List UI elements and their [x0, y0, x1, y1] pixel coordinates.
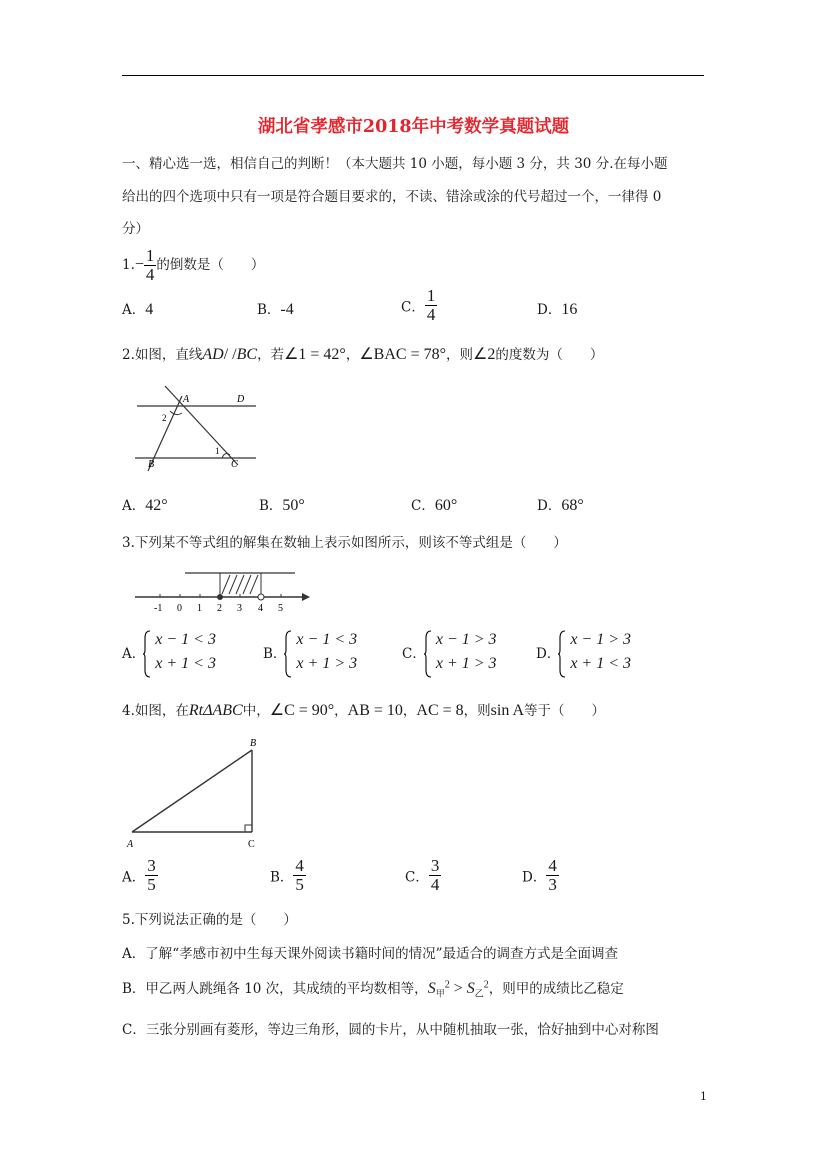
- question-5: 5.下列说法正确的是（ ）: [122, 912, 297, 928]
- q2-option-a: A．42°: [122, 497, 168, 514]
- q1-option-a: A．4: [122, 301, 154, 318]
- q2-label-b: B: [148, 459, 155, 470]
- q4-option-c: C． $\frac{3}{4}$: [405, 856, 440, 894]
- q3-number-line: [130, 566, 315, 616]
- q3-option-b: B． x − 1 < 3 x + 1 > 3: [263, 628, 357, 676]
- q4-label-b: B: [250, 738, 257, 749]
- q5-option-c: C．三张分别画有菱形，等边三角形，圆的卡片，从中随机抽取一张，恰好抽到中心对称图: [122, 1022, 659, 1038]
- q4-figure: [125, 733, 270, 851]
- q3-tick-label: 4: [258, 603, 263, 614]
- q2-label-angle2: 2: [162, 413, 167, 423]
- section-line-2: 给出的四个选项中只有一项是符合题目要求的，不读、错涂或涂的代号超过一个，一律得 0: [122, 189, 662, 205]
- q2-figure: [130, 383, 260, 473]
- q4-option-a: A． $\frac{3}{5}$: [122, 856, 156, 894]
- q3-option-c: C． x − 1 > 3 x + 1 > 3: [402, 628, 497, 676]
- q1-option-b: B．-4: [257, 301, 294, 318]
- q3-tick-label: 5: [278, 603, 283, 614]
- q3-option-d: D． x − 1 > 3 x + 1 < 3: [536, 628, 631, 676]
- q3-option-a: A． x − 1 < 3 x + 1 < 3: [122, 628, 216, 676]
- q2-label-d: D: [237, 394, 245, 405]
- q3-tick-label: -1: [154, 603, 163, 614]
- question-2: 2.如图，直线AD/ /BC，若∠1 = 42°，∠BAC = 78°，则∠2的度数为（ ）: [122, 346, 604, 363]
- header-rule: [122, 75, 704, 76]
- q1-fraction: $\frac{1}{4}$: [145, 246, 155, 284]
- q2-option-b: B．50°: [259, 497, 305, 514]
- q1-option-c: C． $\frac{1}{4}$: [401, 286, 436, 324]
- q4-label-a: A: [127, 839, 134, 850]
- section-line-1: 一、精心选一选，相信自己的判断！（本大题共 10 小题，每小题 3 分，共 30 分.在每小题: [122, 156, 668, 172]
- question-1: 1.− $\frac{1}{4}$ 的倒数是（ ）: [122, 246, 265, 284]
- q2-label-angle1: 1: [215, 446, 220, 456]
- question-3: 3.下列某不等式组的解集在数轴上表示如图所示，则该不等式组是（ ）: [122, 535, 567, 551]
- q2-option-d: D．68°: [537, 497, 584, 514]
- q3-tick-label: 1: [197, 603, 202, 614]
- q2-option-c: C．60°: [411, 497, 458, 514]
- q4-label-c: C: [248, 839, 255, 850]
- q5-option-b: B．甲乙两人跳绳各 10 次，其成绩的平均数相等，$S_甲^2 > S_乙^2$，则甲的成绩比乙稳定: [122, 979, 624, 1000]
- q2-label-c: C: [231, 459, 238, 470]
- q2-label-a: A: [183, 394, 190, 405]
- page-title: 湖北省孝感市2018年中考数学真题试题: [257, 117, 570, 137]
- q3-tick-label: 3: [237, 603, 242, 614]
- q3-tick-label: 2: [217, 603, 222, 614]
- question-4: 4.如图，在RtΔABC中，∠C = 90°，AB = 10，AC = 8，则sin A等于（ ）: [122, 702, 605, 719]
- q4-option-b: B． $\frac{4}{5}$: [270, 856, 304, 894]
- q4-option-d: D． $\frac{4}{3}$: [522, 856, 557, 894]
- q5-option-a: A．了解“孝感市初中生每天课外阅读书籍时间的情况”最适合的调查方式是全面调查: [122, 946, 619, 962]
- page-number: 1: [700, 1090, 707, 1103]
- section-line-3: 分）: [122, 221, 149, 237]
- q1-option-d: D．16: [537, 301, 578, 318]
- q3-tick-label: 0: [177, 603, 182, 614]
